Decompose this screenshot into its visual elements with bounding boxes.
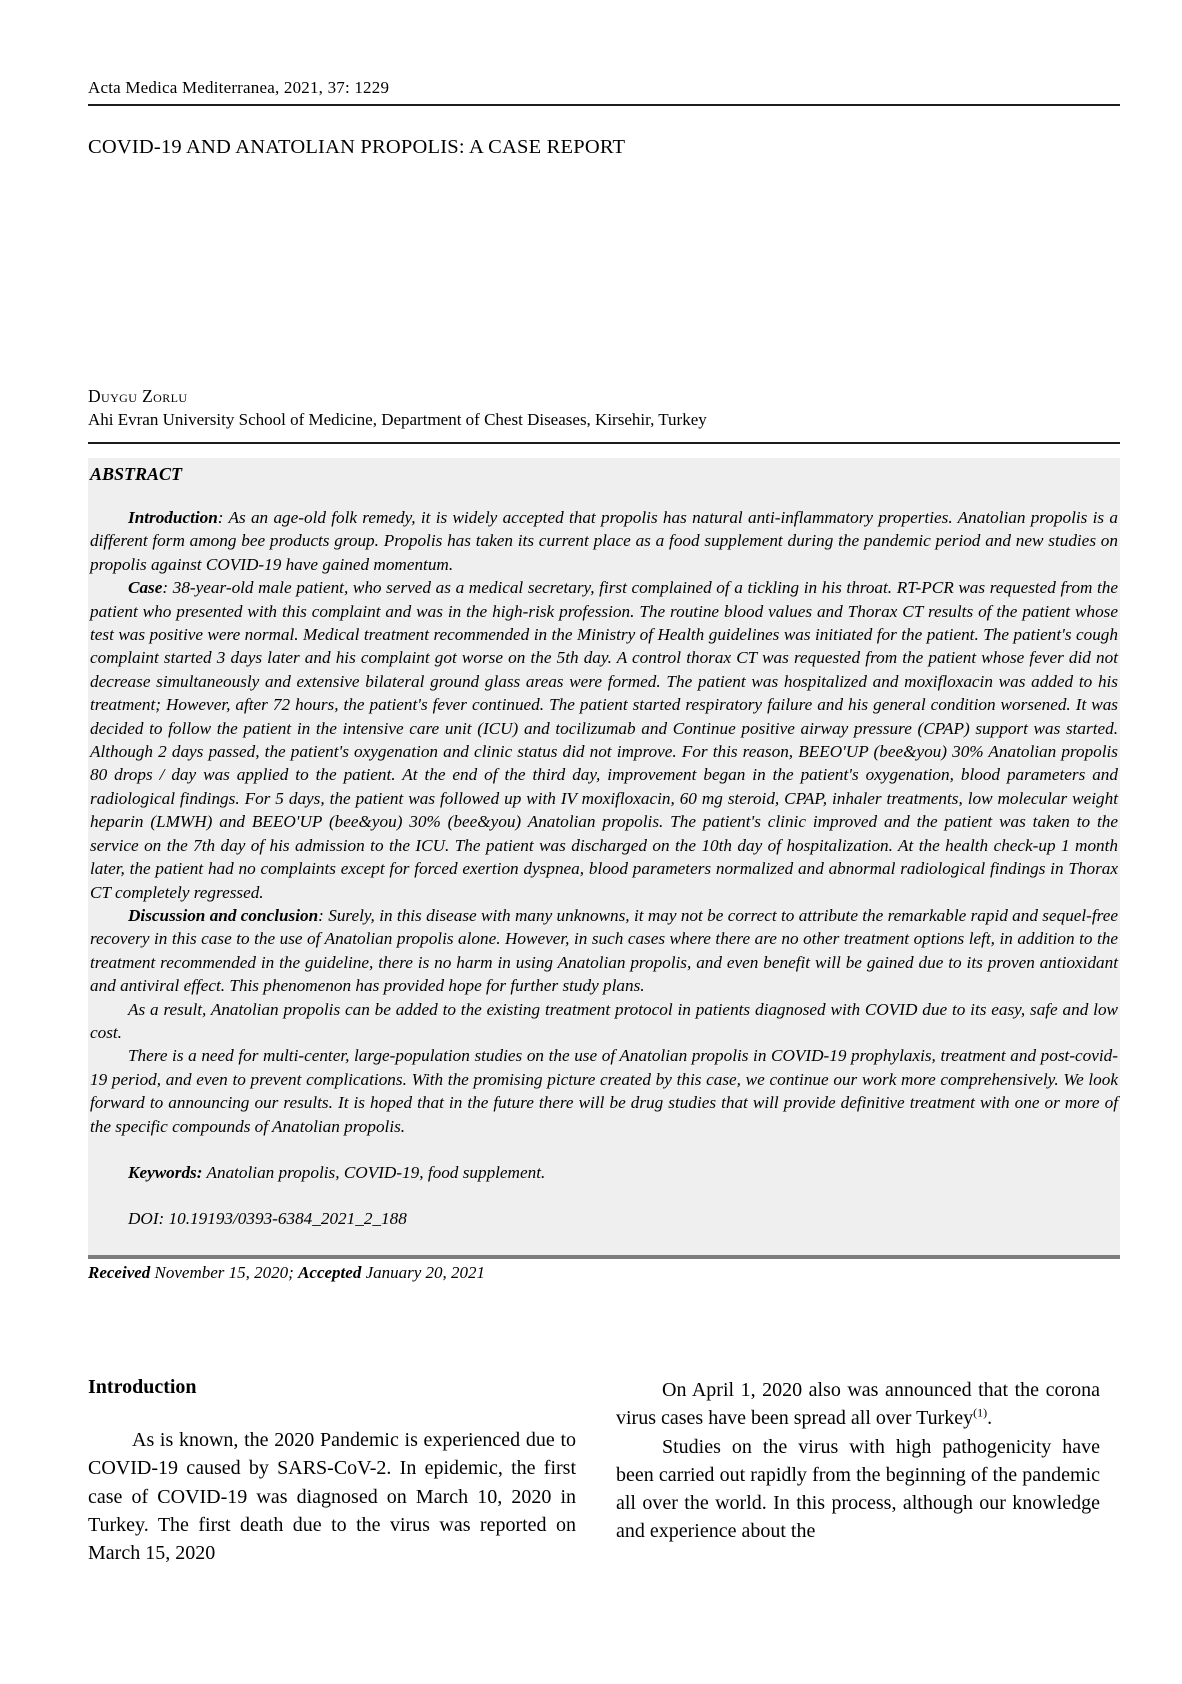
- abstract-paragraph-introduction: [90, 506, 1118, 576]
- right-column-paragraph-2: Studies on the virus with high pathogenicity have been carried out rapidly from the beginning of the pandemic all over the world. In this process, although our knowledge and experience about the: [616, 1435, 1100, 1543]
- two-column-body: [88, 1376, 1120, 1567]
- abstract-bottom-rule: [88, 1255, 1120, 1259]
- received-label: Received: [88, 1263, 155, 1282]
- abstract-paragraph-future: [90, 1044, 1118, 1138]
- abstract-paragraph-discussion-lead: Discussion and conclusion: [128, 905, 319, 925]
- affiliation-rule: [88, 442, 1120, 444]
- paper-title: COVID-19 AND ANATOLIAN PROPOLIS: A CASE REPORT: [88, 136, 626, 158]
- author-affiliation: Ahi Evran University School of Medicine, Department of Chest Diseases, Kirsehir, Turkey: [88, 410, 707, 429]
- doi-line: DOI: 10.19193/0393-6384_2021_2_188: [128, 1209, 407, 1229]
- keywords-text: Anatolian propolis, COVID-19, food supplement.: [202, 1162, 546, 1182]
- abstract-heading: ABSTRACT: [90, 464, 183, 484]
- abstract-paragraph-result-text: As a result, Anatolian propolis can be added to the existing treatment protocol in patients diagnosed with COVID due to its easy, safe and low cost.: [90, 999, 1118, 1042]
- citation-superscript-1: (1): [973, 1405, 988, 1420]
- abstract-paragraph-discussion-text: : Surely, in this disease with many unknowns, it may not be correct to attribute the remarkable rapid and sequel-free recovery in this case to the use of Anatolian propolis alone. However, in such cases where there are no other treatment options left, in addition to the treatment recommended in the guideline, there is no harm in using Anatolian propolis, and even benefit will be gained due to its proven antioxidant and antiviral effect. This phenomenon has provided hope for further study plans.: [90, 905, 1118, 996]
- right-column: [616, 1376, 1100, 1567]
- received-date: November 15, 2020;: [154, 1263, 299, 1282]
- author-name: Duygu Zorlu: [88, 386, 188, 406]
- abstract-paragraph-future-text: There is a need for multi-center, large-population studies on the use of Anatolian propolis in COVID-19 prophylaxis, treatment and post-covid-19 period, and even to prevent complications. With the promising picture created by this case, we continue our work more comprehensively. We look forward to announcing our results. It is hoped that in the future there will be drug studies that will provide definitive treatment with one or more of the specific compounds of Anatolian propolis.: [90, 1046, 1118, 1136]
- introduction-paragraph: As is known, the 2020 Pandemic is experienced due to COVID-19 caused by SARS-CoV-2. In epidemic, the first case of COVID-19 was diagnosed on March 10, 2020 in Turkey. The first death due to the virus was reported on March 15, 2020: [88, 1429, 576, 1565]
- abstract-section: [88, 458, 1120, 1255]
- journal-header: Acta Medica Mediterranea, 2021, 37: 1229: [88, 78, 390, 97]
- received-accepted-line: [88, 1263, 485, 1283]
- abstract-paragraph-case-text: : 38-year-old male patient, who served as a medical secretary, first complained of a tickling in his throat. RT-PCR was requested from the patient who presented with this complaint and was in the high-risk profession. The routine blood values and Thorax CT results of the patient whose test was positive were normal. Medical treatment recommended in the Ministry of Health guidelines was initiated for the patient. The patient's cough complaint started 3 days later and his complaint got worse on the 5th day. A control thorax CT was requested from the patient whose fever did not decrease simultaneously and extensive bilateral ground glass areas were formed. The patient was hospitalized and moxifloxacin was added to his treatment; However, after 72 hours, the patient's fever continued. The patient started respiratory failure and his general condition worsened. It was decided to follow the patient in the intensive care unit (ICU) and tocilizumab and Continue positive airway pressure (CPAP) support was started. Although 2 days passed, the patient's oxygenation and clinic status did not improve. For this reason, BEEO'UP (bee&you) 30% Anatolian propolis 80 drops / day was applied to the patient. At the end of the third day, improvement began in the patient's oxygenation, blood parameters and radiological findings. For 5 days, the patient was followed up with IV moxifloxacin, 60 mg steroid, CPAP, inhaler treatments, low molecular weight heparin (LMWH) and BEEO'UP (bee&you) 30% (bee&you) Anatolian propolis. The patient's clinic improved and the patient was taken to the service on the 7th day of his admission to the ICU. The patient was discharged on the 10th day of hospitalization. At the health check-up 1 month later, the patient had no complaints except for forced exertion dyspnea, blood parameters normalized and abnormal radiological findings in Thorax CT completely regressed.: [90, 578, 1118, 902]
- abstract-paragraph-result: [90, 998, 1118, 1045]
- keywords-label: Keywords:: [128, 1162, 203, 1182]
- introduction-heading: Introduction: [88, 1376, 197, 1398]
- abstract-paragraph-introduction-text: : As an age-old folk remedy, it is widely accepted that propolis has natural anti-inflammatory properties. Anatolian propolis is a different form among bee products group. Propolis has taken its current place as a food supplement during the pandemic period and new studies on propolis against COVID-19 have gained momentum.: [90, 508, 1118, 574]
- accepted-label: Accepted: [298, 1263, 366, 1282]
- abstract-paragraph-introduction-lead: Introduction: [128, 508, 218, 527]
- right-paragraph-1-text: On April 1, 2020 also was announced that the corona virus cases have been spread all over Turkey: [616, 1379, 1100, 1430]
- keywords-line: [90, 1161, 1118, 1184]
- left-column: [88, 1376, 576, 1567]
- right-paragraph-1-period: .: [987, 1407, 993, 1430]
- abstract-paragraph-case-lead: Case: [128, 578, 163, 598]
- accepted-date: January 20, 2021: [365, 1263, 486, 1282]
- right-column-paragraph-1: [616, 1376, 1100, 1433]
- abstract-paragraph-case: [90, 576, 1118, 904]
- abstract-paragraph-discussion: [90, 904, 1118, 998]
- header-rule: [88, 104, 1120, 106]
